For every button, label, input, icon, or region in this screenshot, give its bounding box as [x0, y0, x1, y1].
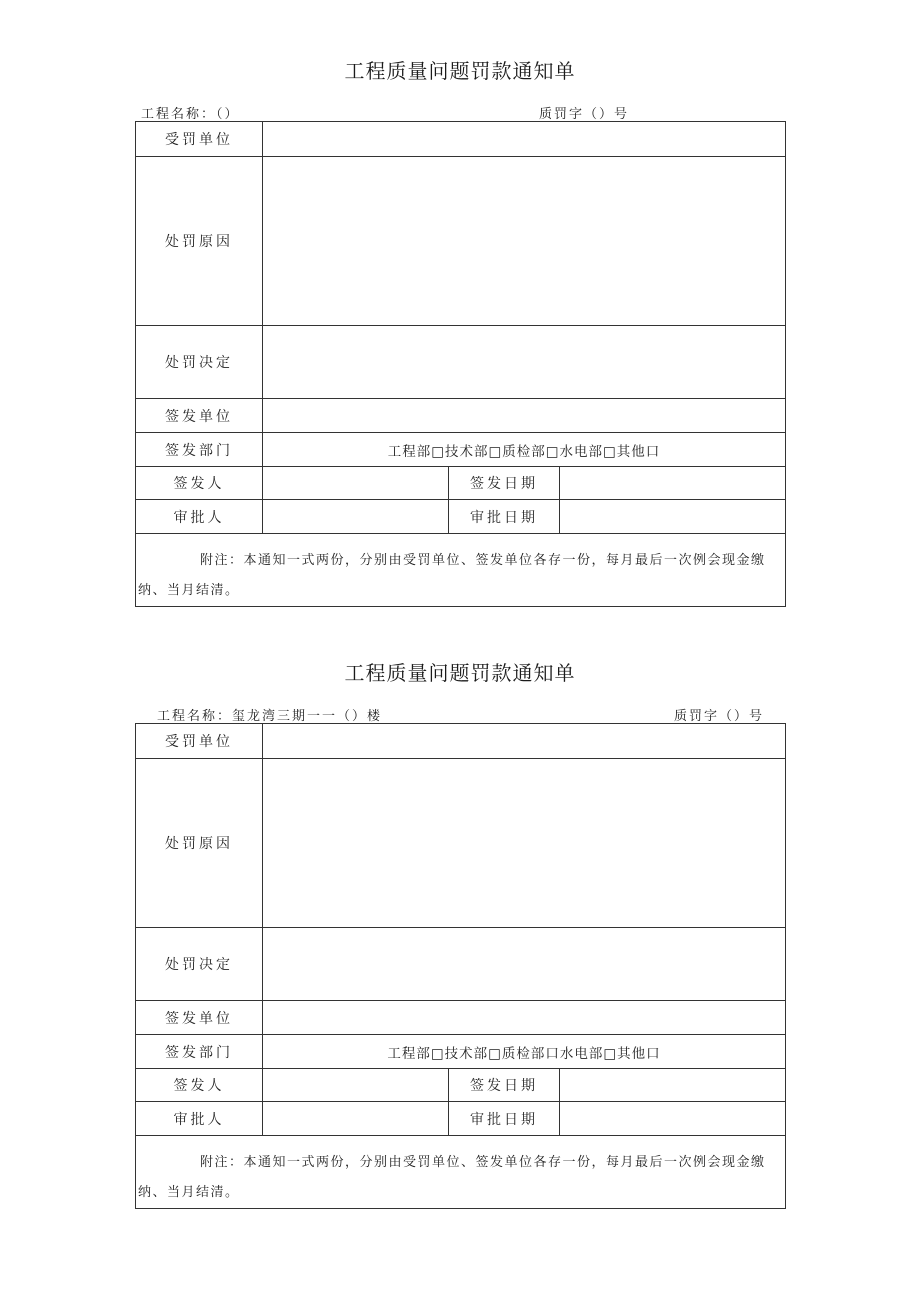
row-reason [136, 759, 786, 928]
dept-checkboxes[interactable]: 工程部□技术部□质检部口水电部□其他口 [263, 1035, 786, 1069]
field-issuing-unit[interactable] [263, 399, 786, 433]
label-decision: 处罚决定 [136, 326, 263, 399]
row-reason [136, 157, 786, 326]
project-name-label: 工程名称：玺龙湾三期一一（）楼 [157, 709, 383, 724]
note-text: 附注：本通知一式两份，分别由受罚单位、签发单位各存一份，每月最后一次例会现金缴纳、当月结清。 [138, 1155, 766, 1200]
label-issue-date: 签发日期 [449, 467, 560, 500]
row-note [136, 1136, 786, 1209]
penalty-form-table [135, 723, 786, 1209]
row-issuing-unit [136, 1001, 786, 1035]
field-decision[interactable] [263, 928, 786, 1001]
label-approve-date: 审批日期 [449, 500, 560, 534]
row-issuing-dept [136, 1035, 786, 1069]
field-issuer[interactable] [263, 1069, 449, 1102]
label-issuer: 签发人 [136, 1069, 263, 1102]
row-issuing-dept [136, 433, 786, 467]
label-reason: 处罚原因 [136, 157, 263, 326]
field-approve-date[interactable] [560, 1102, 786, 1136]
label-approver: 审批人 [136, 1102, 263, 1136]
label-issuing-dept: 签发部门 [136, 433, 263, 467]
form-2-title: 工程质量问题罚款通知单 [344, 661, 576, 685]
field-penalized-unit[interactable] [263, 724, 786, 759]
field-penalized-unit[interactable] [263, 122, 786, 157]
field-decision[interactable] [263, 326, 786, 399]
field-issuing-unit[interactable] [263, 1001, 786, 1035]
form-1-meta [135, 103, 785, 123]
label-approve-date: 审批日期 [449, 1102, 560, 1136]
field-reason[interactable] [263, 759, 786, 928]
note-text: 附注：本通知一式两份，分别由受罚单位、签发单位各存一份，每月最后一次例会现金缴纳、当月结清。 [138, 553, 766, 598]
penalty-form-2 [135, 723, 785, 1209]
label-reason: 处罚原因 [136, 759, 263, 928]
note-cell [136, 534, 786, 607]
row-approver [136, 500, 786, 534]
field-approver[interactable] [263, 1102, 449, 1136]
label-issue-date: 签发日期 [449, 1069, 560, 1102]
project-name-label: 工程名称：（） [141, 107, 240, 122]
field-reason[interactable] [263, 157, 786, 326]
field-approver[interactable] [263, 500, 449, 534]
label-issuing-unit: 签发单位 [136, 1001, 263, 1035]
form-2-meta [135, 705, 785, 725]
row-approver [136, 1102, 786, 1136]
field-issue-date[interactable] [560, 1069, 786, 1102]
label-penalized-unit: 受罚单位 [136, 724, 263, 759]
dept-checkboxes[interactable]: 工程部□技术部□质检部□水电部□其他口 [263, 433, 786, 467]
field-issue-date[interactable] [560, 467, 786, 500]
row-decision [136, 326, 786, 399]
label-decision: 处罚决定 [136, 928, 263, 1001]
row-issuer [136, 1069, 786, 1102]
penalty-form-table [135, 121, 786, 607]
label-penalized-unit: 受罚单位 [136, 122, 263, 157]
row-issuer [136, 467, 786, 500]
penalty-number-label: 质罚字（）号 [674, 709, 765, 724]
field-issuer[interactable] [263, 467, 449, 500]
row-penalized-unit [136, 724, 786, 759]
row-issuing-unit [136, 399, 786, 433]
penalty-number-label: 质罚字（）号 [539, 107, 630, 122]
label-issuer: 签发人 [136, 467, 263, 500]
field-approve-date[interactable] [560, 500, 786, 534]
label-approver: 审批人 [136, 500, 263, 534]
label-issuing-dept: 签发部门 [136, 1035, 263, 1069]
penalty-form-1 [135, 121, 785, 607]
row-note [136, 534, 786, 607]
note-cell [136, 1136, 786, 1209]
form-1-title: 工程质量问题罚款通知单 [344, 59, 576, 83]
row-penalized-unit [136, 122, 786, 157]
label-issuing-unit: 签发单位 [136, 399, 263, 433]
row-decision [136, 928, 786, 1001]
